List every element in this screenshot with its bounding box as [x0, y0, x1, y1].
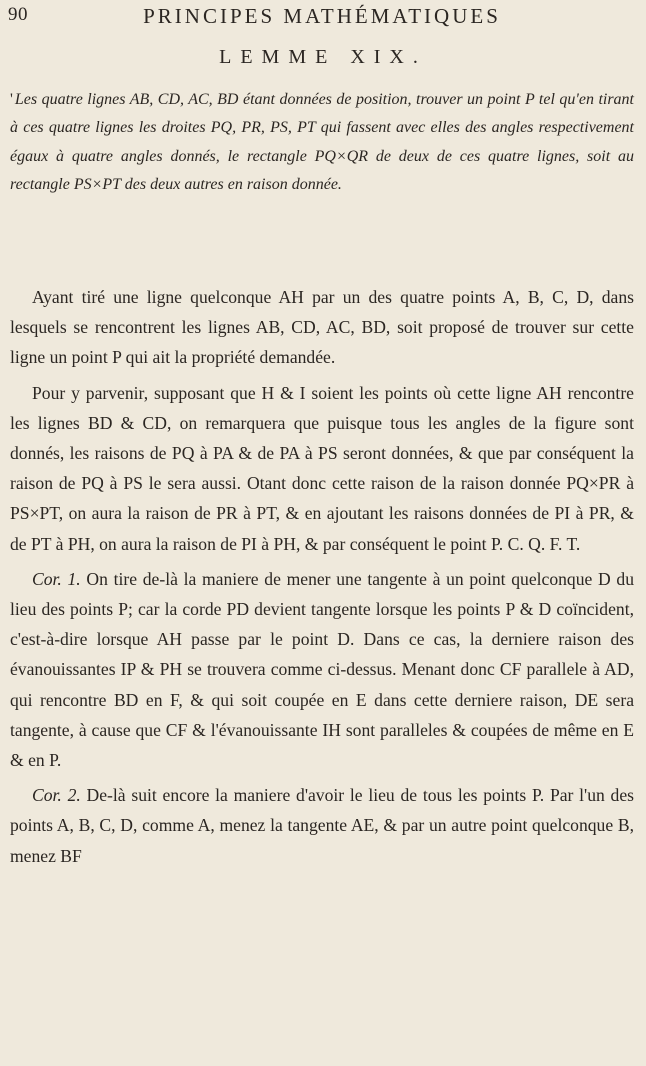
lemma-statement-text: Les quatre lignes AB, CD, AC, BD étant données de position, trouver un point P tel qu'en tirant à ces quatre lignes les droites PQ, PR, PS, PT qui fassent avec elles des angles respectivement égaux à quatre angles donnés, le rectangle PQ×QR de deux de ces quatre lignes, soit au rectangle PS×PT des deux autres en raison donnée.	[10, 91, 634, 194]
lemma-statement	[10, 86, 634, 200]
running-title: PRINCIPES MATHÉMATIQUES	[143, 4, 501, 28]
corollary-label: Cor. 1.	[32, 568, 81, 589]
lemma-heading: LEMME XIX.	[219, 46, 427, 68]
paragraph-text: On tire de-là la maniere de mener une tangente à un point quelconque D du lieu des points P; car la corde PD devient tangente lorsque les points P & D coïncident, c'est-à-dire lorsque AH passe par le point D. Dans ce cas, la derniere raison des évanouissantes IP & PH se trouvera comme ci-dessus. Menant donc CF parallele à AD, qui rencontre BD en F, & qui soit coupée en E dans cette derniere raison, DE sera tangente, à cause que CF & l'évanouissante IH sont paralleles & coupées de même en E & en P.	[10, 568, 634, 771]
paragraph-text: De-là suit encore la maniere d'avoir le lieu de tous les points P. Par l'un des points A, B, C, D, comme A, menez la tangente AE, & par un autre point quelconque B, menez BF	[10, 785, 635, 866]
lead-mark: '	[10, 91, 13, 108]
paragraph-corollary-1	[10, 564, 634, 775]
paragraph-construction	[10, 282, 634, 373]
corollary-label: Cor. 2.	[32, 785, 81, 806]
page-header	[8, 4, 636, 30]
page-number: 90	[8, 4, 28, 25]
paragraph-text: Ayant tiré une ligne quelconque AH par un des quatre points A, B, C, D, dans lesquels se rencontrent les lignes AB, CD, AC, BD, soit proposé de trouver sur cette ligne un point P qui ait la propriété demandée.	[10, 287, 634, 368]
paragraph-proof	[10, 378, 634, 559]
body-text	[10, 282, 634, 871]
paragraph-text: Pour y parvenir, supposant que H & I soient les points où cette ligne AH rencontre les lignes BD & CD, on remarquera que puisque tous les angles de la figure sont donnés, les raisons de PQ à PA & de PA à PS seront données, & que par conséquent la raison de PQ à PS le sera aussi. Otant donc cette raison de la raison donnée PQ×PR à PS×PT, on aura la raison de PR à PT, & en ajoutant les raisons données de PI à PR, & de PT à PH, on aura la raison de PI à PH, & par conséquent le point P. C. Q. F. T.	[10, 382, 634, 554]
paragraph-corollary-2	[10, 780, 634, 871]
